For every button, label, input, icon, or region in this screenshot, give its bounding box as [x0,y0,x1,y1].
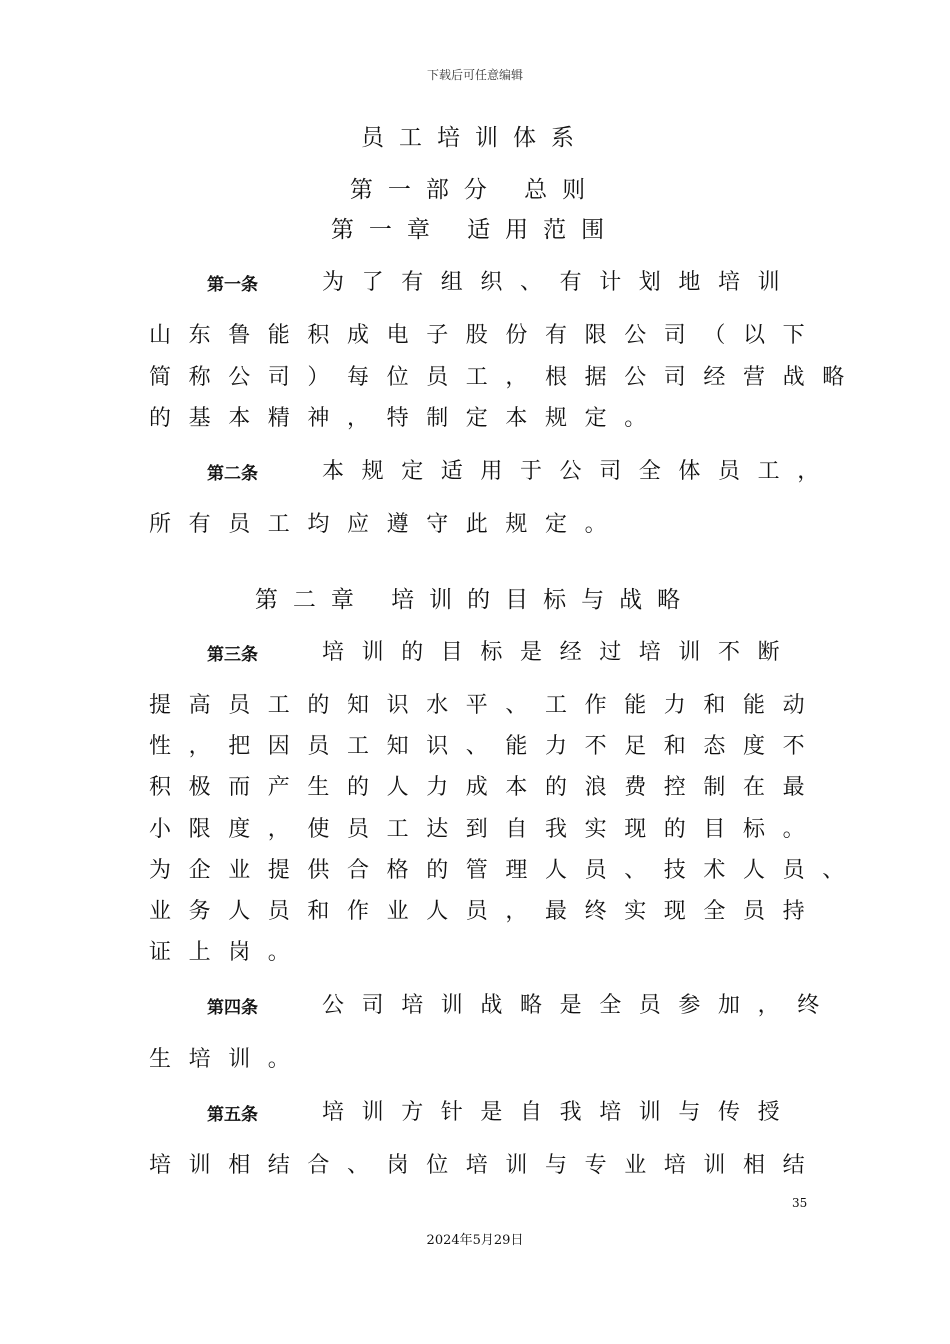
article-5-first-line: 培训方针是自我培训与传授 [322,1100,798,1125]
article-4-first-line: 公司培训战略是全员参加，终 [322,993,837,1018]
article-3-line: 积极而产生的人力成本的浪费控制在最 [149,775,823,800]
article-3-line: 为企业提供合格的管理人员、技术人员、 [149,858,862,883]
article-1-label: 第一条 [207,275,258,295]
article-1-line: 的基本精神，特制定本规定。 [149,406,664,431]
article-1-line: 山东鲁能积成电子股份有限公司（以下 [149,323,823,348]
footer-date: 2024年5月29日 [426,1233,524,1248]
chapter-2-title: 第二章 培训的目标与战略 [254,587,696,613]
article-5-line: 培训相结合、岗位培训与专业培训相结 [149,1153,823,1178]
article-3-line: 性，把因员工知识、能力不足和态度不 [149,734,823,759]
article-2-first-line: 本规定适用于公司全体员工， [322,459,837,484]
article-3-line: 小限度，使员工达到自我实现的目标。 [149,817,823,842]
article-2-label: 第二条 [207,464,258,484]
article-2-line: 所有员工均应遵守此规定。 [149,512,625,537]
part-title: 第一部分 总则 [349,177,601,203]
page-number: 35 [792,1196,808,1210]
article-3-first-line: 培训的目标是经过培训不断 [322,640,798,665]
article-5-label: 第五条 [207,1105,258,1125]
article-4-label: 第四条 [207,998,258,1018]
header-note: 下载后可任意编辑 [426,68,523,82]
article-3-line: 证上岗。 [149,940,308,965]
article-3-line: 提高员工的知识水平、工作能力和能动 [149,693,823,718]
document-title: 员工培训体系 [361,125,589,151]
chapter-1-title: 第一章 适用范围 [330,217,620,243]
article-1-first-line: 为了有组织、有计划地培训 [322,270,798,295]
article-3-label: 第三条 [207,645,258,665]
article-1-line: 简称公司）每位员工，根据公司经营战略 [149,365,862,390]
article-4-line: 生培训。 [149,1047,308,1072]
article-3-line: 业务人员和作业人员，最终实现全员持 [149,899,823,924]
